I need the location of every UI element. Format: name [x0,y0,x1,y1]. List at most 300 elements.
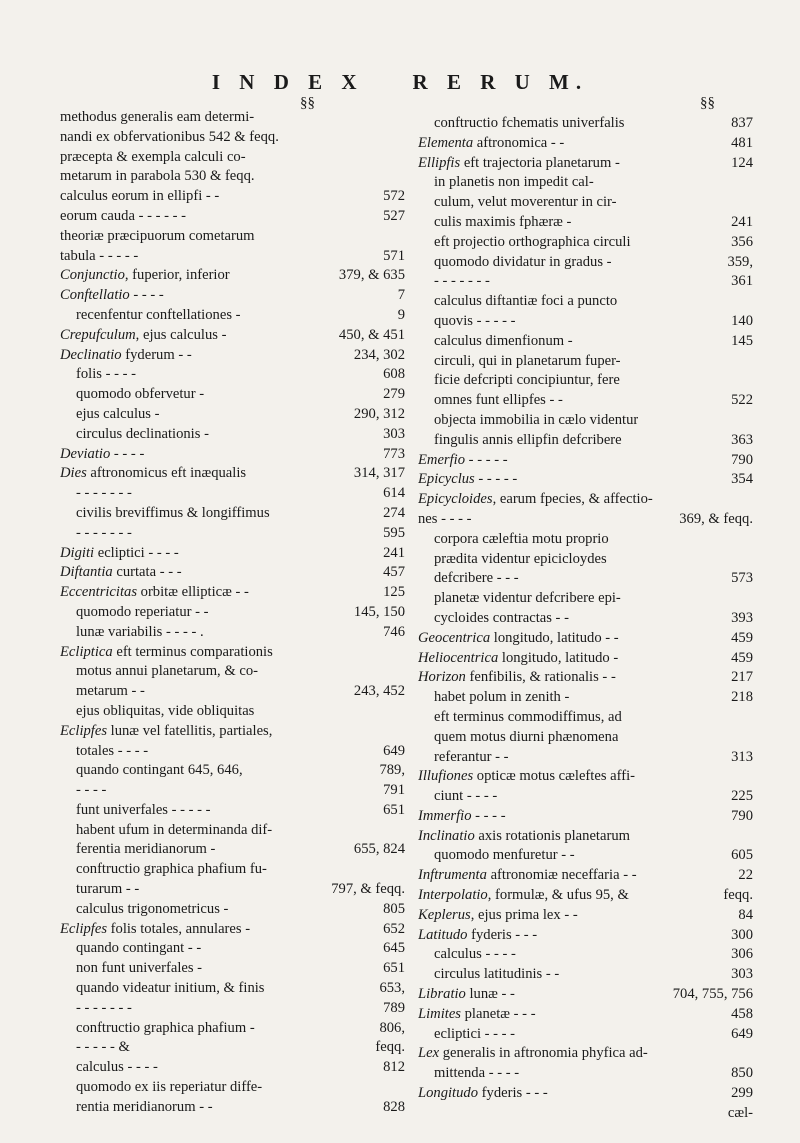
index-entry [60,286,405,306]
entry-body: non funt univerfales - [76,960,203,977]
index-entry [60,128,405,148]
index-entry [60,385,405,405]
entry-body: quomodo menfuretur - - [434,847,575,864]
index-entry [60,702,405,722]
entry-page-ref: 773 [383,445,405,462]
index-entry [60,544,405,564]
entry-text [418,490,653,510]
entry-text [60,207,186,227]
entry-page-ref: feqq. [375,1039,405,1056]
index-entry [418,827,753,847]
entry-body: conftructio graphica phafium - [76,1019,255,1036]
entry-body: omnes funt ellipfes - - [434,392,563,409]
entry-body: motus annui planetarum, & co- [76,663,258,680]
index-entry [60,603,405,623]
index-entry [60,524,405,544]
index-entry [418,906,753,926]
entry-page-ref: 605 [731,847,753,864]
entry-keyword: Eccentricitas [60,584,137,601]
entry-body: eft projectio orthographica circuli [434,233,631,250]
entry-text [434,609,569,629]
entry-body: quomodo ex iis reperiatur diffe- [76,1079,263,1096]
entry-page-ref: 649 [383,742,405,759]
index-entry [60,405,405,425]
entry-text [434,431,622,451]
index-entry [60,801,405,821]
entry-text [76,979,264,999]
entry-page-ref: 9 [397,306,405,323]
index-entry [418,866,753,886]
index-entry [60,266,405,286]
entry-page-ref: 608 [383,366,405,383]
entry-text [434,1025,515,1045]
index-entry [60,722,405,742]
entry-body: fyderis - - - [467,926,538,943]
entry-keyword: Horizon [418,669,466,686]
running-head [0,70,800,95]
entry-text [76,880,139,900]
entry-page-ref: 481 [731,134,753,151]
entry-text [76,801,211,821]
index-entry [418,748,753,768]
entry-body: culum, velut moverentur in cir- [434,194,617,211]
entry-keyword: Inftrumenta [418,867,487,884]
index-entry [418,1005,753,1025]
entry-body: axis rotationis planetarum [474,827,630,844]
index-entry [60,464,405,484]
entry-keyword: Inclinatio [418,827,475,844]
entry-body: habent ufum in determinanda dif- [76,821,273,838]
entry-body: quomodo dividatur in gradus - [434,253,612,270]
entry-text [60,187,219,207]
running-head-right: R E R U M. [412,70,589,94]
entry-body: habet polum in zenith - [434,689,570,706]
entry-body: quando contingant - - [76,940,202,957]
entry-text [418,668,616,688]
entry-body: opticæ motus cæleftes affi- [473,768,635,785]
entry-body: - - - - [129,287,164,304]
entry-text [434,846,575,866]
entry-body: metarum in parabola 530 & feqq. [60,168,255,185]
entry-text [418,154,620,174]
index-entry [60,167,405,187]
entry-page-ref: 299 [731,1085,753,1102]
index-entry [60,920,405,940]
entry-text [434,371,620,391]
index-entry [418,173,753,193]
entry-body: conftructio fchematis univerfalis [434,115,625,131]
entry-page-ref: 850 [731,1065,753,1082]
entry-text [60,148,246,168]
index-entry [418,253,753,273]
index-entry [418,787,753,807]
entry-text [434,965,559,985]
entry-page-ref: 379, & 635 [338,267,405,284]
entry-page-ref: 303 [383,425,405,442]
index-entry [418,846,753,866]
index-entry [418,431,753,451]
entry-text [418,451,508,471]
entry-body: ficie defcripti concipiuntur, fere [434,372,620,389]
entry-body: conftructio graphica phafium fu- [76,861,267,878]
entry-text [76,623,204,643]
entry-page-ref: 314, 317 [353,465,405,482]
entry-body: circuli, qui in planetarum fuper- [434,352,621,369]
entry-page-ref: 595 [383,524,405,541]
entry-keyword: Latitudo [418,926,468,943]
entry-text [76,365,136,385]
entry-page-ref: 218 [731,689,753,706]
entry-text [418,926,537,946]
entry-page-ref: 614 [383,485,405,502]
index-entry [60,583,405,603]
entry-page-ref: 290, 312 [353,405,405,422]
entry-body: - - - - - - - [76,524,132,541]
entry-text [60,266,230,286]
entry-text [434,787,497,807]
entry-body: quomodo reperiatur - - [76,603,209,620]
entry-text [434,728,618,748]
index-entry [60,999,405,1019]
entry-text [76,385,204,405]
entry-body: mittenda - - - - [434,1065,520,1082]
index-entry [418,411,753,431]
index-entry [418,1025,753,1045]
entry-text [76,860,267,880]
index-entry [418,728,753,748]
entry-body: - - - - - - - [76,999,132,1016]
entry-text [76,761,243,781]
entry-body: planetæ videntur defcribere epi- [434,590,621,607]
index-entry [60,781,405,801]
entry-body: lunæ - - [465,986,515,1003]
entry-text [60,108,254,128]
index-entry [418,391,753,411]
index-entry [60,306,405,326]
entry-text [76,959,202,979]
entry-text [418,134,564,154]
entry-body: prædita videntur epicicloydes [434,550,607,567]
index-entry [60,207,405,227]
entry-text [418,1084,548,1104]
entry-page-ref: 522 [731,392,753,409]
signature-mark-right: §§ [700,95,715,111]
entry-body: fenfibilis, & rationalis - - [465,669,616,686]
entry-text [76,742,148,762]
index-entry [60,365,405,385]
entry-text [434,352,621,372]
entry-page-ref: 573 [731,570,753,587]
entry-body: theoriæ præcipuorum cometarum [60,227,255,244]
entry-body: ejus calculus - [76,405,160,422]
entry-page-ref: 241 [731,213,753,230]
entry-body: methodus generalis eam determi- [60,109,255,125]
entry-keyword: Emerfio [418,451,466,468]
entry-text [76,821,272,841]
entry-body: - - - - - [465,451,508,468]
entry-body: , ejus prima lex - - [470,906,578,923]
entry-page-ref: 217 [731,669,753,686]
index-entry [418,193,753,213]
entry-body: aftronomica - - [473,134,565,151]
entry-page-ref: 655, 824 [353,841,405,858]
entry-page-ref: 303 [731,966,753,983]
entry-text [434,253,612,273]
entry-text [76,1078,262,1098]
running-head-left: I N D E X [211,70,364,94]
entry-text [434,213,571,233]
entry-text [76,484,132,504]
entry-text [434,569,519,589]
entry-body: ecliptici - - - - [94,544,179,561]
entry-text [76,999,132,1019]
entry-text [60,563,182,583]
entry-body: calculus diftantiæ foci a puncto [434,293,618,310]
index-entry [60,247,405,267]
entry-page-ref: 459 [731,629,753,646]
index-entry [60,425,405,445]
entry-page-ref: 140 [731,312,753,329]
entry-body: - - - - - & [76,1039,130,1056]
entry-page-ref: 527 [383,207,405,224]
index-entry [60,346,405,366]
entry-body: turarum - - [76,881,140,898]
entry-text [418,827,630,847]
entry-text [434,550,607,570]
entry-page-ref: 84 [738,906,753,923]
index-entry [418,1084,753,1104]
entry-body: quando contingant 645, 646, [76,762,243,779]
entry-text [60,920,250,940]
entry-page-ref: 354 [731,471,753,488]
entry-keyword: Interpolatio [418,887,488,904]
entry-page-ref: 225 [731,788,753,805]
index-entry [418,688,753,708]
index-entry [418,1104,753,1124]
entry-body: calculus eorum in ellipfi - - [60,188,220,205]
entry-page-ref: 22 [738,867,753,884]
entry-body: aftronomicus eft inæqualis [86,465,247,482]
entry-body: , ejus calculus - [135,326,227,343]
entry-text [76,405,159,425]
index-entry [418,569,753,589]
index-entry [60,326,405,346]
entry-body: - - - - [76,782,107,799]
index-entry [60,979,405,999]
entry-page-ref: 458 [731,1005,753,1022]
entry-page-ref: 124 [731,154,753,171]
entry-text [434,945,516,965]
entry-text [434,1064,519,1084]
index-entry [418,589,753,609]
entry-page-ref: 790 [731,451,753,468]
entry-body: quem motus diurni phænomena [434,728,619,745]
entry-body: - - - - [471,807,506,824]
entry-body: fingulis annis ellipfin defcribere [434,431,622,448]
entry-text [60,326,226,346]
entry-keyword: Diftantia [60,564,113,581]
entry-page-ref: 571 [383,247,405,264]
index-entry [60,1058,405,1078]
entry-body: eorum cauda - - - - - - [60,207,187,224]
entry-text [76,781,106,801]
entry-page-ref: 145 [731,332,753,349]
entry-body: , formulæ, & ufus 95, & [487,887,629,904]
entry-page-ref: 652 [383,920,405,937]
entry-text [60,286,164,306]
index-entry [60,108,405,128]
entry-page-ref: 790 [731,807,753,824]
entry-body: lunæ vel fatellitis, partiales, [107,722,273,739]
entry-text [418,985,515,1005]
entry-page-ref: 145, 150 [353,603,405,620]
index-entry [60,939,405,959]
entry-text [434,233,631,253]
index-entry [60,623,405,643]
entry-body: eft terminus commodiffimus, ad [434,708,622,725]
entry-text [434,114,624,134]
entry-text [434,411,638,431]
index-entry [418,114,753,134]
entry-keyword: Immerfio [418,807,472,824]
entry-text [76,603,209,623]
index-entry [60,900,405,920]
index-entry [418,154,753,174]
entry-keyword: Illufiones [418,768,474,785]
entry-body: calculus trigonometricus - [76,900,229,917]
entry-keyword: Conftellatio [60,287,130,304]
entry-body: fyderum - - [121,346,192,363]
index-entry [60,880,405,900]
entry-page-ref: 279 [383,386,405,403]
entry-text [418,1005,536,1025]
entry-text [434,292,617,312]
index-entry [418,985,753,1005]
index-entry [60,445,405,465]
entry-page-ref: 805 [383,900,405,917]
entry-body: ciunt - - - - [434,788,498,805]
index-entry [60,504,405,524]
index-entry [418,134,753,154]
entry-keyword: Elementa [418,134,474,151]
entry-text [76,425,209,445]
entry-page-ref: 356 [731,233,753,250]
entry-text [60,722,272,742]
entry-text [434,530,609,550]
entry-body: quando videatur initium, & finis [76,980,265,997]
entry-text [434,173,594,193]
entry-page-ref: 274 [383,504,405,521]
index-entry [418,352,753,372]
index-entry [418,470,753,490]
entry-text [76,1038,130,1058]
entry-body: planetæ - - - [460,1005,536,1022]
entry-page-ref: feqq. [723,887,753,904]
entry-text [76,1019,255,1039]
entry-page-ref: 649 [731,1025,753,1042]
entry-body: rentia meridianorum - - [76,1098,213,1115]
index-entry [418,708,753,728]
index-entry [418,550,753,570]
index-entry [418,510,753,530]
index-entry [418,233,753,253]
left-index-column [60,108,405,1118]
entry-keyword: Heliocentrica [418,649,499,666]
entry-page-ref: cæl- [727,1104,753,1121]
right-index-column [418,114,753,1124]
entry-body: folis - - - - [76,366,136,383]
entry-text [418,886,629,906]
entry-page-ref: 234, 302 [353,346,405,363]
entry-page-ref: 361 [731,273,753,290]
index-entry [60,563,405,583]
entry-page-ref: 300 [731,926,753,943]
entry-text [434,332,573,352]
index-entry [418,312,753,332]
entry-body: - - - - - - - [76,485,132,502]
index-entry [60,227,405,247]
entry-page-ref: 746 [383,623,405,640]
entry-keyword: Ecliptica [60,643,113,660]
entry-text [418,1044,648,1064]
entry-text [434,312,515,332]
entry-text [76,504,270,524]
entry-page-ref: 572 [383,188,405,205]
entry-keyword: Geocentrica [418,629,491,646]
entry-text [60,128,279,148]
entry-page-ref: 369, & feqq. [679,510,753,527]
entry-page-ref: 243, 452 [353,683,405,700]
entry-body: fyderis - - - [478,1085,548,1102]
entry-body: recenfentur conftellationes - [76,306,241,323]
entry-body: quomodo obfervetur - [76,386,205,403]
signature-mark-left: §§ [300,95,315,111]
entry-body: defcribere - - - [434,570,519,587]
entry-body: orbitæ ellipticæ - - [137,584,249,601]
entry-body: lunæ variabilis - - - - . [76,623,204,640]
entry-text [76,662,258,682]
entry-page-ref: 651 [383,801,405,818]
index-entry [60,840,405,860]
index-entry [60,959,405,979]
entry-page-ref: 791 [383,782,405,799]
index-entry [418,1064,753,1084]
entry-keyword: Eclipfes [60,722,108,739]
index-entry [418,945,753,965]
entry-body: funt univerfales - - - - - [76,801,211,818]
entry-body: culis maximis fphæræ - [434,213,572,230]
entry-body: tabula - - - - - [60,247,139,264]
entry-text [60,227,255,247]
index-entry [418,292,753,312]
entry-body: nandi ex obfervationibus 542 & feqq. [60,128,279,145]
entry-text [418,807,506,827]
index-entry [418,767,753,787]
entry-text [76,900,228,920]
index-entry [60,187,405,207]
entry-text [76,1058,158,1078]
entry-text [60,247,138,267]
entry-page-ref: 797, & feqq. [331,881,405,898]
entry-page-ref: 450, & 451 [338,326,405,343]
entry-text [418,906,578,926]
index-entry [418,272,753,292]
entry-text [60,167,255,187]
entry-keyword: Keplerus [418,906,471,923]
entry-keyword: Dies [60,465,87,482]
entry-body: longitudo, latitudo - [498,649,619,666]
index-entry [60,682,405,702]
